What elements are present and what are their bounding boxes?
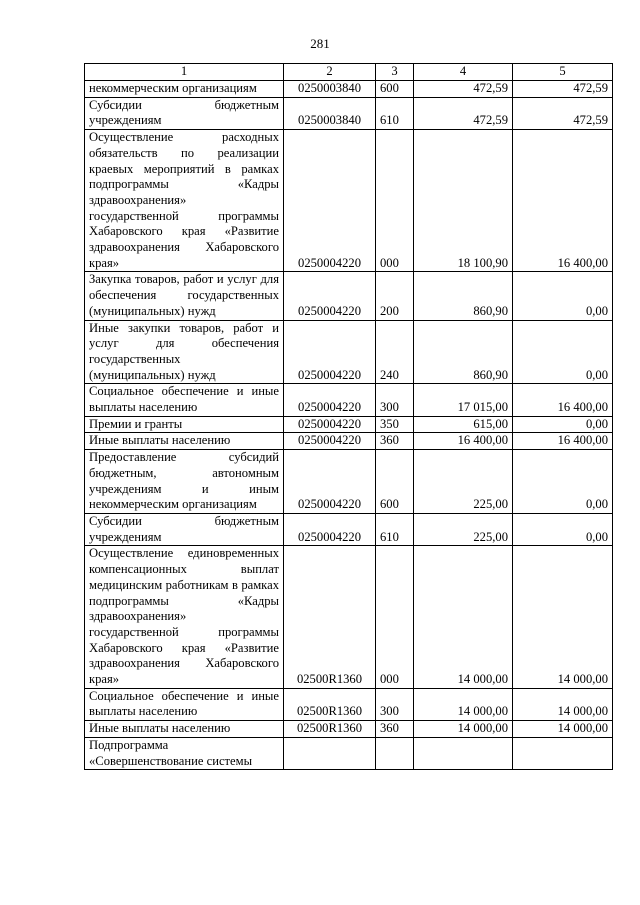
table-row: [85, 272, 613, 320]
row-amount-2: 0,00: [513, 272, 613, 320]
row-expense-type: 300: [376, 384, 414, 416]
row-expense-type: 610: [376, 513, 414, 545]
row-name: Иные выплаты населению: [85, 721, 284, 738]
row-amount-2: 14 000,00: [513, 688, 613, 720]
row-amount-2: [513, 737, 613, 769]
row-amount-1: 14 000,00: [414, 688, 513, 720]
table-row: [85, 513, 613, 545]
row-name: Субсидии бюджетным учреждениям: [85, 513, 284, 545]
row-amount-1: 472,59: [414, 97, 513, 129]
row-amount-2: 16 400,00: [513, 433, 613, 450]
budget-table: [84, 63, 613, 770]
row-amount-1: 615,00: [414, 416, 513, 433]
row-name: некоммерческим организациям: [85, 81, 284, 98]
row-expense-type: 200: [376, 272, 414, 320]
row-target-code: 0250004220: [284, 450, 376, 514]
row-amount-2: 0,00: [513, 450, 613, 514]
row-name: Закупка товаров, работ и услуг для обеспечения государственных (муниципальных) нужд: [85, 272, 284, 320]
row-amount-2: 16 400,00: [513, 130, 613, 272]
table-row: [85, 737, 613, 769]
column-number-5: 5: [513, 64, 613, 81]
row-name: Осуществление расходных обязательств по реализации краевых мероприятий в рамках подпрограммы «Кадры здравоохранения» государственной программы Хабаровского края «Развитие здравоохранения Хабаровского края»: [85, 130, 284, 272]
row-target-code: 0250004220: [284, 513, 376, 545]
page-number: 281: [310, 36, 330, 51]
row-amount-1: [414, 737, 513, 769]
row-target-code: 02500R1360: [284, 546, 376, 688]
row-amount-1: 472,59: [414, 81, 513, 98]
row-amount-2: 472,59: [513, 81, 613, 98]
table-row: [85, 416, 613, 433]
row-name: Иные закупки товаров, работ и услуг для обеспечения государственных (муниципальных) нужд: [85, 320, 284, 384]
table-row: [85, 320, 613, 384]
row-target-code: 0250003840: [284, 81, 376, 98]
column-number-1: 1: [85, 64, 284, 81]
row-expense-type: 610: [376, 97, 414, 129]
table-row: [85, 450, 613, 514]
column-number-row: [85, 64, 613, 81]
row-expense-type: 300: [376, 688, 414, 720]
row-target-code: 0250004220: [284, 384, 376, 416]
row-expense-type: 350: [376, 416, 414, 433]
row-expense-type: 600: [376, 450, 414, 514]
row-amount-2: 14 000,00: [513, 721, 613, 738]
row-amount-1: 14 000,00: [414, 546, 513, 688]
row-amount-1: 17 015,00: [414, 384, 513, 416]
table-row: [85, 721, 613, 738]
row-amount-1: 14 000,00: [414, 721, 513, 738]
row-amount-2: 0,00: [513, 320, 613, 384]
row-target-code: 0250004220: [284, 320, 376, 384]
row-amount-2: 472,59: [513, 97, 613, 129]
row-target-code: 0250004220: [284, 130, 376, 272]
row-target-code: 02500R1360: [284, 688, 376, 720]
column-number-2: 2: [284, 64, 376, 81]
table-row: [85, 130, 613, 272]
row-expense-type: 000: [376, 546, 414, 688]
row-expense-type: 360: [376, 721, 414, 738]
row-name: Иные выплаты населению: [85, 433, 284, 450]
row-amount-1: 225,00: [414, 450, 513, 514]
row-expense-type: [376, 737, 414, 769]
table-row: [85, 688, 613, 720]
row-name: Социальное обеспечение и иные выплаты населению: [85, 688, 284, 720]
table-row: [85, 81, 613, 98]
row-name: Предоставление субсидий бюджетным, автономным учреждениям и иным некоммерческим организациям: [85, 450, 284, 514]
row-amount-1: 16 400,00: [414, 433, 513, 450]
table-row: [85, 384, 613, 416]
row-name: Подпрограмма «Совершенствование системы: [85, 737, 284, 769]
row-expense-type: 240: [376, 320, 414, 384]
table-row: [85, 433, 613, 450]
row-expense-type: 000: [376, 130, 414, 272]
row-amount-2: 0,00: [513, 416, 613, 433]
row-expense-type: 600: [376, 81, 414, 98]
row-amount-2: 0,00: [513, 513, 613, 545]
row-name: Премии и гранты: [85, 416, 284, 433]
row-name: Осуществление единовременных компенсационных выплат медицинским работникам в рамках подпрограммы «Кадры здравоохранения» государственной программы Хабаровского края «Развитие здравоохранения Хабаровского края»: [85, 546, 284, 688]
table-row: [85, 97, 613, 129]
column-number-4: 4: [414, 64, 513, 81]
row-target-code: 0250004220: [284, 416, 376, 433]
row-amount-2: 16 400,00: [513, 384, 613, 416]
row-target-code: 0250004220: [284, 272, 376, 320]
row-amount-1: 860,90: [414, 272, 513, 320]
row-name: Субсидии бюджетным учреждениям: [85, 97, 284, 129]
row-amount-1: 860,90: [414, 320, 513, 384]
row-target-code: 02500R1360: [284, 721, 376, 738]
column-number-3: 3: [376, 64, 414, 81]
row-amount-2: 14 000,00: [513, 546, 613, 688]
table-row: [85, 546, 613, 688]
row-amount-1: 18 100,90: [414, 130, 513, 272]
row-amount-1: 225,00: [414, 513, 513, 545]
row-target-code: [284, 737, 376, 769]
row-name: Социальное обеспечение и иные выплаты населению: [85, 384, 284, 416]
row-target-code: 0250003840: [284, 97, 376, 129]
row-target-code: 0250004220: [284, 433, 376, 450]
row-expense-type: 360: [376, 433, 414, 450]
